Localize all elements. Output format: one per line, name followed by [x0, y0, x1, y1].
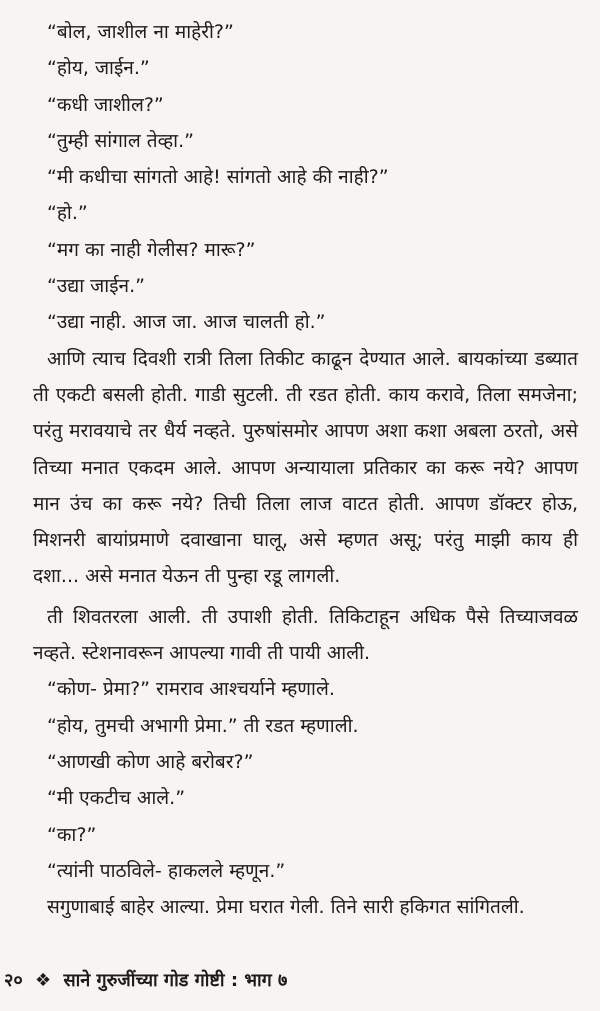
dialogue-line: “होय, तुमची अभागी प्रेमा.” ती रडत म्हणाली. [47, 714, 359, 737]
dialogue-line: “मी एकटीच आले.” [47, 787, 186, 810]
dialogue-line: “होय, जाईन.” [47, 57, 150, 80]
running-title: साने गुरुजींच्या गोड गोष्टी : भाग ७ [63, 970, 288, 991]
dialogue-line: “उद्या नाही. आज जा. आज चालती हो.” [47, 311, 326, 334]
paragraph-2: ती शिवतरला आली. ती उपाशी होती. तिकिटाहून अधिक पैसे तिच्याजवळ नव्हते. स्टेशनावरून आपल्या गावी ती पायी आली. [33, 605, 578, 665]
dialogue-line: “हो.” [47, 202, 88, 225]
dialogue-line: “तुम्ही सांगाल तेव्हा.” [47, 129, 194, 152]
dialogue-line: “कधी जाशील?” [47, 93, 164, 116]
dialogue-line: “कोण- प्रेमा?” रामराव आश्चर्याने म्हणाले. [47, 678, 335, 701]
dialogue-line: “उद्या जाईन.” [47, 275, 145, 298]
page-footer [4, 968, 287, 992]
dialogue-line: “त्यांनी पाठविले- हाकलले म्हणून.” [47, 859, 286, 882]
dialogue-line: “आणखी कोण आहे बरोबर?” [47, 750, 254, 773]
dialogue-block-1 [33, 14, 578, 341]
dialogue-line: “बोल, जाशील ना माहेरी?” [47, 21, 234, 43]
dialogue-block-2 [33, 671, 578, 889]
dialogue-line: “मग का नाही गेलीस? मारू?” [47, 238, 256, 261]
page-number: २० [4, 970, 23, 991]
dialogue-line: “मी कधीचा सांगतो आहे! सांगतो आहे की नाही?” [47, 166, 389, 189]
paragraph-3: सगुणाबाई बाहेर आल्या. प्रेमा घरात गेली. तिने सारी हकिगत सांगितली. [47, 896, 525, 919]
paragraph-1: आणि त्याच दिवशी रात्री तिला तिकीट काढून देण्यात आले. बायकांच्या डब्यात ती एकटी बसली होती. गाडी सुटली. ती रडत होती. काय करावे, तिला समजेना; परंतु मरावयाचे तर धैर्य नव्हते. पुरुषांसमोर आपण अशा कशा अबला ठरतो, असे तिच्या मनात एकदम आले. आपण अन्यायाला प्रतिकार का करू नये? आपण मान उंच का करू नये? तिची तिला लाज वाटत होती. आपण डॉक्टर होऊ, मिशनरी बायांप्रमाणे दवाखाना घालू, असे म्हणत असू; परंतु माझी काय ही दशा... असे मनात येऊन ती पुन्हा रडू लागली. [33, 347, 578, 588]
dialogue-line: “का?” [47, 823, 97, 846]
ornament-icon: ❖ [35, 970, 52, 991]
